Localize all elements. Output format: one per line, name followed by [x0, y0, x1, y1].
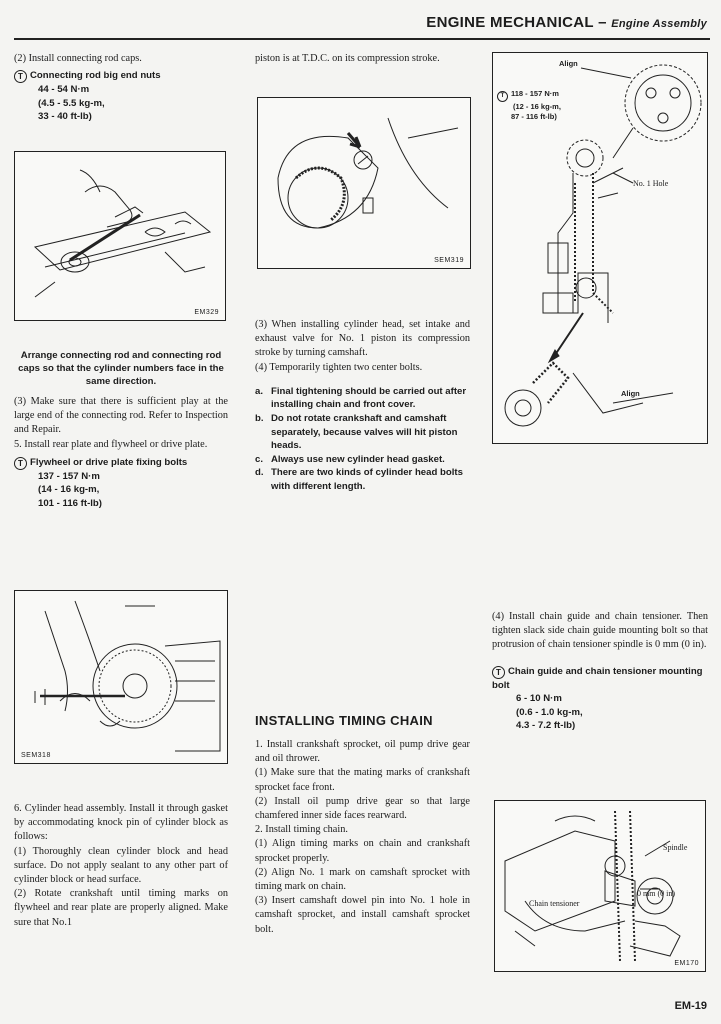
step-mating-marks: (1) Make sure that the mating marks of crankshaft sprocket face front. [255, 767, 470, 793]
note-text: Do not rotate crankshaft and camshaft separately, because valves will hit piston heads. [271, 413, 458, 452]
torque-icon: T [492, 666, 505, 679]
spec-ftlb: 33 - 40 ft-lb) [38, 111, 92, 123]
flywheel-illustration [15, 591, 227, 763]
step-crank-sprocket: 1. Install crankshaft sprocket, oil pump drive gear and oil thrower. [255, 739, 470, 765]
column-1-middle [14, 349, 228, 510]
spec-flywheel-bolts [14, 456, 228, 511]
chain-tensioner-illustration [495, 801, 705, 971]
spec-label: Chain guide and chain tensioner mounting bolt [492, 665, 703, 691]
figure-code: SEM319 [434, 257, 464, 264]
spec-chain-guide [492, 665, 708, 733]
figure-code: EM170 [674, 960, 699, 967]
page-header-title [426, 14, 707, 31]
step-align-chain: (1) Align timing marks on chain and crankshaft sprocket properly. [255, 838, 470, 864]
step-oil-pump-gear: (2) Install oil pump drive gear so that large chamfered inner side faces rearward. [255, 795, 470, 822]
spec-rod-nuts [14, 69, 228, 124]
figure-connecting-rod [14, 151, 226, 321]
spec-kgm: (14 - 16 kg-m, [38, 484, 100, 496]
note-text: There are two kinds of cylinder head bolts with different length. [271, 467, 463, 492]
label-cam-spec [497, 89, 561, 122]
step-set-valves: (3) When installing cylinder head, set intake and exhaust valve for No. 1 piston its compression stroke by turning camshaft. [255, 319, 470, 359]
step-install-rod-caps: (2) Install connecting rod caps. [14, 53, 142, 64]
label-align-top: Align [559, 59, 578, 68]
note-item [255, 412, 470, 453]
column-2-bottom [255, 713, 470, 937]
column-1-bottom [14, 802, 228, 930]
page-header [0, 0, 721, 48]
note-item [255, 453, 470, 467]
step-rotate-crankshaft: (2) Rotate crankshaft until timing marks on flywheel and rear plate are properly aligned. Make sure that No.1 [14, 888, 228, 928]
step-dowel-pin: (3) Insert camshaft dowel pin into No. 1 hole in camshaft sprocket, and install camshaft sprocket bolt. [255, 895, 470, 935]
note-marker: d. [255, 467, 264, 479]
spec-label: Connecting rod big end nuts [30, 70, 161, 82]
figure-flywheel [14, 590, 228, 764]
column-2-top [255, 52, 470, 66]
timing-mark-illustration [258, 98, 470, 268]
cam-spec-nm: 118 - 157 N·m [511, 89, 559, 98]
note-marker: c. [255, 453, 264, 465]
figure-code: SEM318 [21, 752, 51, 759]
step-clean-surfaces: (1) Thoroughly clean cylinder block and head surface. Do not apply sealant to any other part of cylinder block or head surface. [14, 845, 228, 886]
column-1-top [14, 52, 228, 124]
arrange-note: Arrange connecting rod and connecting rod caps so that the cylinder numbers face in the same direction. [18, 350, 224, 387]
connecting-rod-illustration [15, 152, 225, 320]
note-marker: b. [255, 413, 264, 424]
figure-code: EM329 [194, 309, 219, 316]
label-zero-mm: 0 mm (0 in) [637, 889, 675, 898]
header-rule [14, 38, 710, 40]
step-align-camshaft: (2) Align No. 1 mark on camshaft sprocket with timing mark on chain. [255, 866, 470, 893]
column-2-middle [255, 318, 470, 494]
note-text: Final tightening should be carried out after installing chain and front cover. [271, 385, 467, 411]
figure-chain-tensioner [494, 800, 706, 972]
step-temporarily-tighten: (4) Temporarily tighten two center bolts. [255, 361, 423, 373]
note-marker: a. [255, 385, 264, 397]
header-subtitle: Engine Assembly [611, 18, 707, 30]
label-spindle: Spindle [663, 843, 688, 852]
page-number: EM-19 [674, 1000, 707, 1012]
step-cylinder-head: 6. Cylinder head assembly. Install it through gasket by accommodating knock pin of cylinder block as follows: [14, 803, 228, 843]
cam-spec-kgm: (12 - 16 kg-m, [513, 102, 561, 111]
notes-list [255, 385, 470, 494]
figure-timing-mark [257, 97, 471, 269]
cam-spec-ftlb: 87 - 116 ft-lb) [511, 112, 557, 121]
step-install-chain: 2. Install timing chain. [255, 824, 348, 836]
header-title-text: ENGINE MECHANICAL – [426, 14, 612, 31]
spec-label: Flywheel or drive plate fixing bolts [30, 456, 188, 468]
torque-icon: T [14, 70, 27, 83]
spec-ftlb: 101 - 116 ft-lb) [38, 497, 102, 509]
column-3-middle [492, 610, 708, 733]
spec-nm: 6 - 10 N·m [516, 693, 562, 705]
step-check-play: (3) Make sure that there is sufficient play at the large end of the connecting rod. Refer to Inspection and Repair. [14, 396, 228, 436]
continued-text: piston is at T.D.C. on its compression stroke. [255, 53, 440, 64]
label-no1-hole: No. 1 Hole [633, 179, 669, 188]
figure-timing-chain [492, 52, 708, 444]
note-item [255, 466, 470, 493]
spec-kgm: (4.5 - 5.5 kg-m, [38, 97, 105, 109]
note-item [255, 385, 470, 412]
torque-icon: T [497, 91, 508, 102]
section-heading: INSTALLING TIMING CHAIN [255, 713, 433, 728]
step-install-guide: (4) Install chain guide and chain tensioner. Then tighten slack side chain guide mounting bolt so that protrusion of chain tensioner spindle is 0 mm (0 in). [492, 611, 708, 651]
label-align-bottom: Align [621, 389, 640, 398]
spec-kgm: (0.6 - 1.0 kg-m, [516, 706, 583, 718]
step-install-rear-plate: 5. Install rear plate and flywheel or drive plate. [14, 438, 208, 450]
note-text: Always use new cylinder head gasket. [271, 453, 445, 465]
torque-icon: T [14, 457, 27, 470]
spec-nm: 137 - 157 N·m [38, 470, 100, 482]
label-chain-tensioner: Chain tensioner [529, 899, 580, 908]
spec-nm: 44 - 54 N·m [38, 84, 90, 96]
spec-ftlb: 4.3 - 7.2 ft-lb) [516, 720, 576, 732]
